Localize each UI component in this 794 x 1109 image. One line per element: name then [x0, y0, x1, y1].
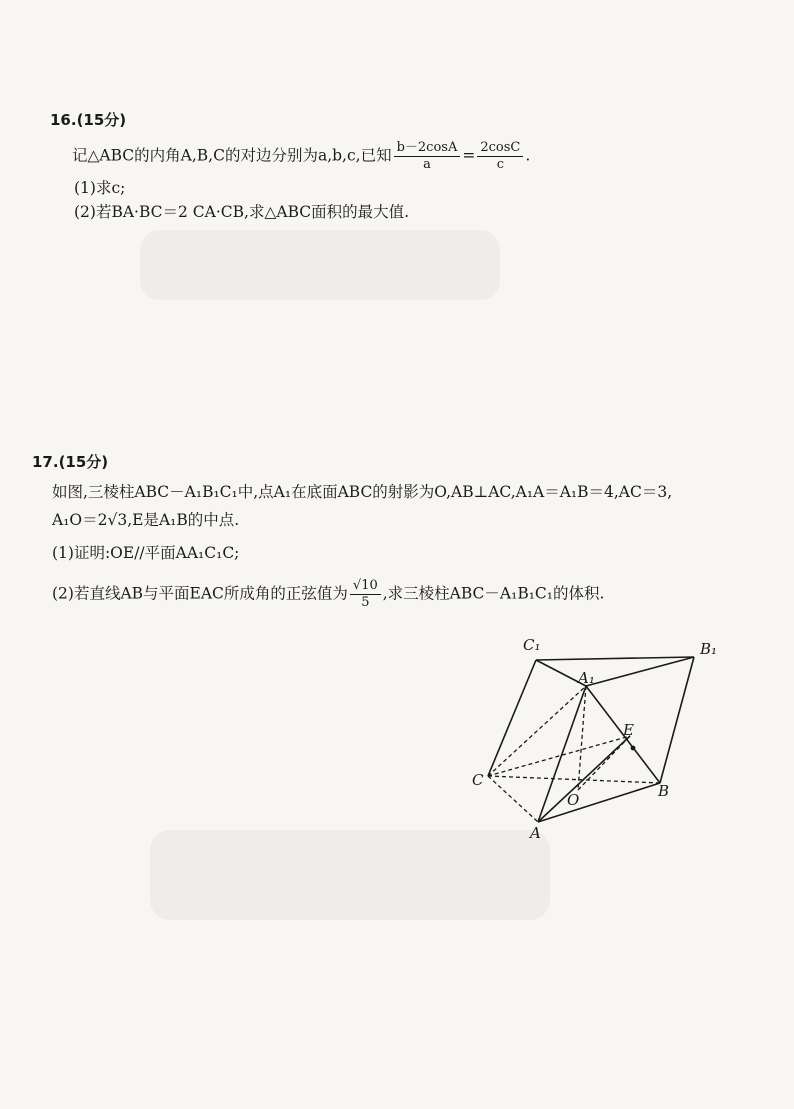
- q17-stem-line2: A₁O＝2√3,E是A₁B的中点.: [52, 511, 240, 529]
- edge-c-a: [488, 776, 538, 822]
- q16-frac1-numerator: b－2cosA: [394, 140, 461, 157]
- q16-frac2-denominator: c: [496, 157, 504, 172]
- q17-part2-text: (2)若直线AB与平面EAC所成角的正弦值为: [52, 584, 348, 603]
- edge-c1-b1: [536, 657, 694, 660]
- label-o: O: [567, 791, 580, 809]
- q17-part2-end: ,求三棱柱ABC－A₁B₁C₁的体积.: [382, 584, 605, 603]
- q16-stem-end: .: [525, 146, 531, 165]
- label-b1: B₁: [700, 640, 718, 658]
- point-e-dot: [631, 746, 636, 751]
- label-c: C: [472, 771, 484, 789]
- edge-b1-b: [660, 657, 694, 783]
- q16-equals: =: [462, 146, 476, 165]
- label-c1: C₁: [523, 636, 541, 654]
- label-a: A: [530, 824, 541, 842]
- segment-a1-o: [578, 686, 586, 790]
- q16-part1: (1)求c;: [74, 179, 126, 197]
- edge-a-b: [538, 783, 660, 822]
- q17-stem-line1: 如图,三棱柱ABC－A₁B₁C₁中,点A₁在底面ABC的射影为O,AB⊥AC,A₁A＝A₁B＝4,AC＝3,: [52, 483, 673, 501]
- q16-part2: (2)若BA·BC＝2 CA·CB,求△ABC面积的最大值.: [74, 203, 410, 221]
- q17-heading: 17.(15分): [32, 453, 109, 471]
- q16-stem-text: 记△ABC的内角A,B,C的对边分别为a,b,c,已知: [72, 146, 392, 165]
- label-e: E: [623, 721, 634, 739]
- edge-a1-b1: [586, 657, 694, 686]
- q17-part1: (1)证明:OE//平面AA₁C₁C;: [52, 544, 240, 562]
- q16-frac1-denominator: a: [423, 157, 431, 172]
- q17-frac-numerator: √10: [350, 578, 381, 595]
- q17-frac-denominator: 5: [361, 595, 370, 610]
- edge-c-b: [488, 776, 660, 783]
- edge-c1-c: [488, 660, 536, 776]
- label-b: B: [658, 782, 670, 800]
- label-a1: A₁: [578, 669, 595, 687]
- q16-frac2-numerator: 2cosC: [477, 140, 523, 157]
- q16-heading: 16.(15分): [50, 111, 127, 129]
